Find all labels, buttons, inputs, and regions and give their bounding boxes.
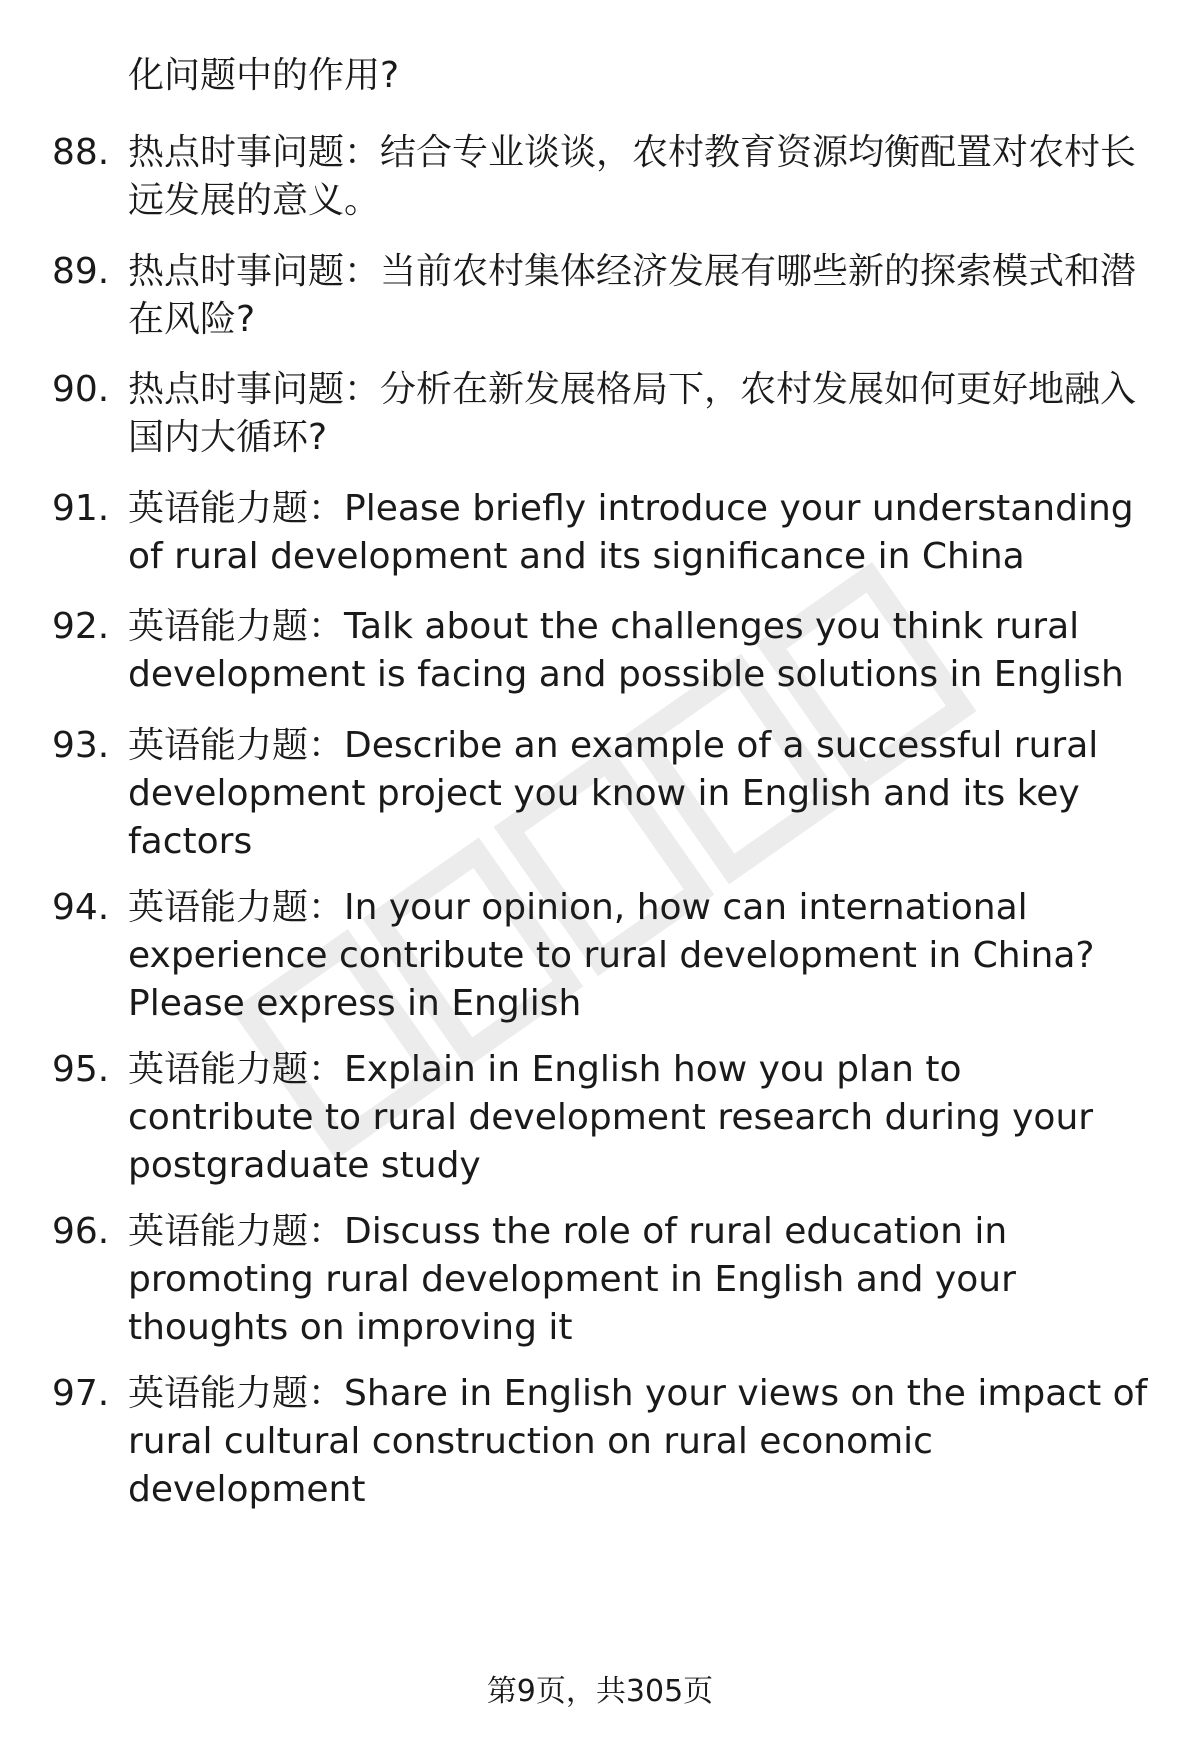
question-number: 91. [52, 488, 110, 529]
question-number: 95. [52, 1049, 110, 1090]
continued-question-text: 化问题中的作用? [128, 55, 400, 96]
page-footer: 第9页，共305页 [486, 1674, 714, 1709]
question-number: 90. [52, 369, 110, 410]
question-text: 英语能力题：Describe an example of a successful rural development project you know in English and its key factors [128, 725, 1099, 862]
question-text: 英语能力题：Talk about the challenges you think rural development is facing and possible solutions in English [128, 606, 1124, 695]
question-number: 88. [52, 132, 110, 173]
question-number: 93. [52, 725, 110, 766]
question-text: 英语能力题：Discuss the role of rural education in promoting rural development in English and your thoughts on improving it [128, 1211, 1016, 1348]
question-text: 英语能力题：In your opinion, how can international experience contribute to rural development in China? Please express in English [128, 887, 1095, 1024]
question-text: 英语能力题：Explain in English how you plan to contribute to rural development research during your postgraduate study [128, 1049, 1094, 1186]
question-text: 英语能力题：Share in English your views on the impact of rural cultural construction on rural economic development [128, 1373, 1148, 1510]
question-text: 热点时事问题：结合专业谈谈，农村教育资源均衡配置对农村长远发展的意义。 [128, 132, 1137, 221]
question-text: 热点时事问题：当前农村集体经济发展有哪些新的探索模式和潜在风险? [128, 251, 1137, 340]
question-number: 89. [52, 251, 110, 292]
question-number: 96. [52, 1211, 110, 1252]
question-number: 92. [52, 606, 110, 647]
question-number: 94. [52, 887, 110, 928]
question-text: 英语能力题：Please briefly introduce your understanding of rural development and its significance in China [128, 488, 1134, 577]
question-number: 97. [52, 1373, 110, 1414]
question-text: 热点时事问题：分析在新发展格局下，农村发展如何更好地融入国内大循环? [128, 369, 1137, 458]
